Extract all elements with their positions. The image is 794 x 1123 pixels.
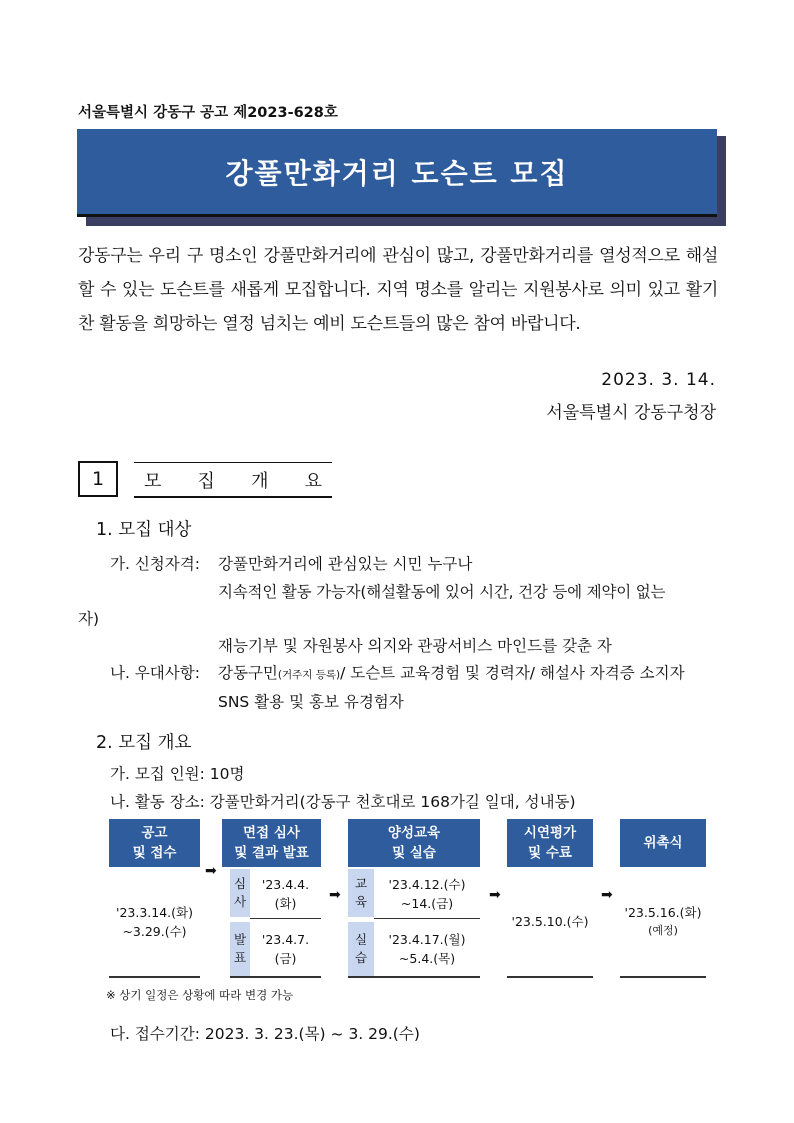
flow-text-practice: '23.4.17.(월) ~5.4.(목) <box>388 932 466 966</box>
subheading-overview: 2. 모집 개요 <box>96 733 192 753</box>
page-title: 강풀만화거리 도슨트 모집 <box>225 156 569 190</box>
flow-text-ceremony: '23.5.16.(화) <box>624 905 702 920</box>
intro-paragraph: 강동구는 우리 구 명소인 강풀만화거리에 관심이 많고, 강풀만화거리를 열성적으로 해설할 수 있는 도슨트를 새롭게 모집합니다. 지역 명소를 알리는 지원봉사로 의미 있고 활기찬 활동을 희망하는 열정 넘치는 예비 도슨트들의 많은 참여 바랍니다. <box>78 246 718 334</box>
section-title-char: 모 <box>144 470 162 492</box>
flow-text-evaluation: '23.5.10.(수) <box>511 914 589 929</box>
signer: 서울특별시 강동구청장 <box>546 403 716 423</box>
section-title-char: 요 <box>304 470 322 492</box>
flow-baseline <box>620 976 706 978</box>
flow-text-result: '23.4.7. (금) <box>261 932 310 966</box>
section-title <box>134 462 332 498</box>
qualification-line: 지속적인 활동 가능자(해설활동에 있어 시간, 건강 등에 제약이 없는 <box>218 583 666 601</box>
flow-arrow-icon: ➡ <box>489 887 501 903</box>
flow-text-review: '23.4.4. (화) <box>261 877 310 911</box>
flow-head-training: 양성교육 및 실습 <box>348 819 480 867</box>
preference-label: 나. 우대사항: <box>110 664 200 682</box>
preference-line <box>218 661 685 683</box>
qualification-line-wrap: 자) <box>78 610 100 628</box>
flow-text-announce: '23.3.14.(화) ~3.29.(수) <box>116 905 193 939</box>
qualification-line: 재능기부 및 자원봉사 의지와 관광서비스 마인드를 갖춘 자 <box>218 637 612 655</box>
flow-arrow-icon: ➡ <box>205 863 217 879</box>
section-title-char: 집 <box>197 470 215 492</box>
flow-text-education: '23.4.12.(수) ~14.(금) <box>388 877 466 911</box>
flow-baseline <box>109 976 200 978</box>
schedule-note: ※ 상기 일정은 상황에 따라 변경 가능 <box>106 988 294 1002</box>
notice-date: 2023. 3. 14. <box>601 370 716 390</box>
preference-note: (거주지 등록) <box>277 669 341 681</box>
notice-number: 서울특별시 강동구 공고 제2023-628호 <box>78 105 338 121</box>
flow-head-ceremony: 위촉식 <box>620 819 706 867</box>
flow-label-review: 심 사 <box>230 869 250 917</box>
section-title-char: 개 <box>251 470 269 492</box>
qualification-label: 가. 신청자격: <box>110 555 200 573</box>
preference-text: / 도슨트 교육경험 및 경력자/ 해설사 자격증 소지자 <box>340 664 685 682</box>
recruit-count: 가. 모집 인원: 10명 <box>110 765 245 783</box>
qualification-line: 강풀만화거리에 관심있는 시민 누구나 <box>218 555 473 573</box>
flow-divider <box>250 918 321 919</box>
flow-head-announce: 공고 및 접수 <box>109 819 200 867</box>
flow-label-practice: 실 습 <box>348 922 374 976</box>
flow-label-announce: 발 표 <box>230 922 250 976</box>
flow-head-interview: 면접 심사 및 결과 발표 <box>222 819 321 867</box>
flow-arrow-icon: ➡ <box>329 887 341 903</box>
application-period: 다. 접수기간: 2023. 3. 23.(목) ~ 3. 29.(수) <box>110 1025 420 1043</box>
title-banner <box>77 129 717 217</box>
flow-baseline <box>348 976 480 978</box>
flow-baseline <box>507 976 593 978</box>
subheading-target: 1. 모집 대상 <box>96 520 192 540</box>
flow-subtext-ceremony: (예정) <box>648 924 678 937</box>
preference-text: 강동구민 <box>218 664 278 682</box>
preference-line: SNS 활용 및 홍보 유경험자 <box>218 693 404 711</box>
section-number: 1 <box>78 461 118 497</box>
flow-divider <box>374 918 480 919</box>
flow-head-evaluation: 시연평가 및 수료 <box>507 819 593 867</box>
activity-location: 나. 활동 장소: 강풀만화거리(강동구 천호대로 168가길 일대, 성내동) <box>110 793 576 811</box>
flow-arrow-icon: ➡ <box>601 887 613 903</box>
flow-baseline <box>230 976 321 978</box>
flow-label-education: 교 육 <box>348 869 374 917</box>
